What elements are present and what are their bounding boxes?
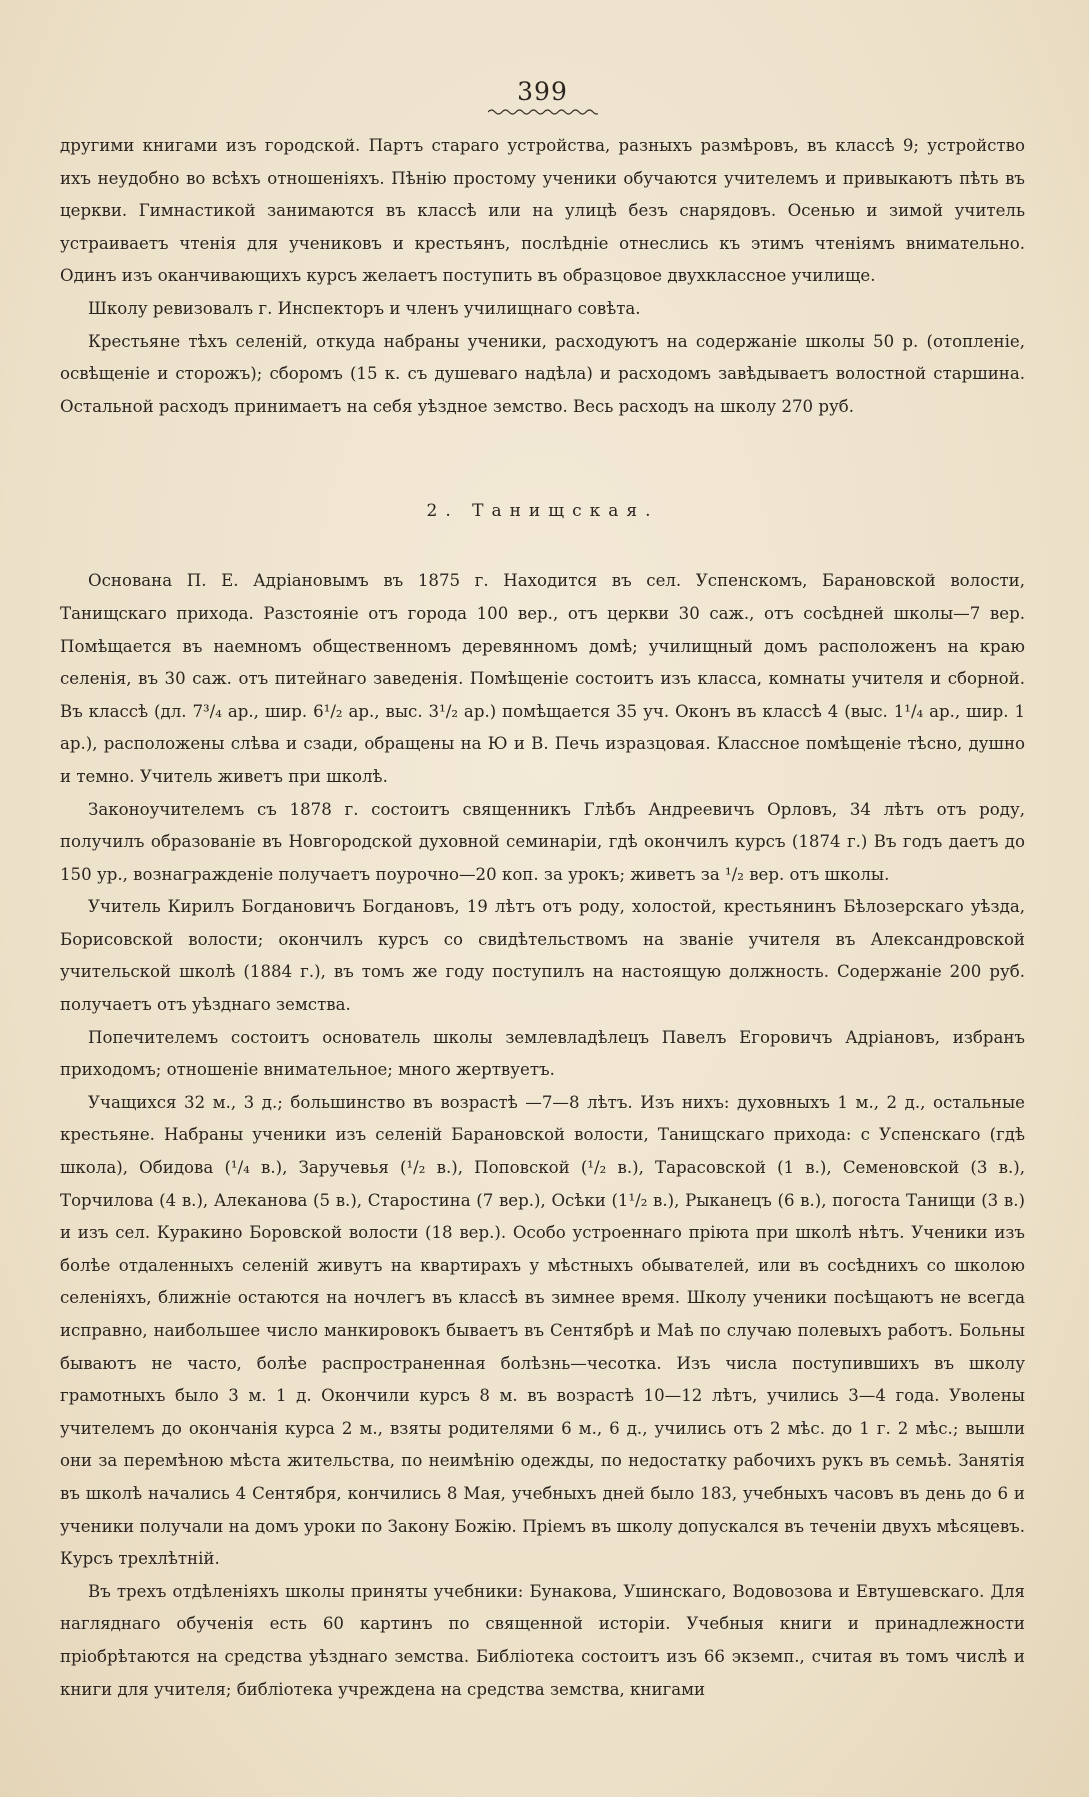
paragraph-continuation: другими книгами изъ городской. Партъ стараго устройства, разныхъ размѣровъ, въ классѣ 9; устройство ихъ неудобно во всѣхъ отношеніяхъ. Пѣнію простому ученики обучаются учителемъ и привыкаютъ пѣть въ церкви. Гимнастикой занимаются въ классѣ или на улицѣ безъ снарядовъ. Осенью и зимой учитель устраиваетъ чтенія для учениковъ и крестьянъ, послѣдніе отнеслись къ этимъ чтеніямъ внимательно. Одинъ изъ оканчивающихъ курсъ желаетъ поступить въ образцовое двухклассное училище. bbox=[60, 136, 1025, 286]
paragraph-inspection: Школу ревизовалъ г. Инспекторъ и членъ училищнаго совѣта. bbox=[88, 298, 641, 318]
wavy-rule-ornament bbox=[488, 108, 598, 116]
paragraph-founding: Основана П. Е. Адріановымъ въ 1875 г. Находится въ сел. Успенскомъ, Барановской волости, Танищскаго прихода. Разстояніе отъ города 100 вер., отъ церкви 30 саж., отъ сосѣдней школы—7 вер. Помѣщается въ наемномъ общественномъ деревянномъ домѣ; училищный домъ расположенъ на краю селенія, въ 30 саж. отъ питейнаго заведенія. Помѣщеніе состоитъ изъ класса, комнаты учителя и сборной. Въ классѣ (дл. 7³/₄ ар., шир. 6¹/₂ ар., выс. 3¹/₂ ар.) помѣщается 35 уч. Оконъ въ классѣ 4 (выс. 1¹/₄ ар., шир. 1 ар.), расположены слѣва и сзади, обращены на Ю и В. Печь изразцовая. Классное помѣщеніе тѣсно, душно и темно. Учитель живетъ при школѣ. bbox=[60, 571, 1025, 786]
paragraph-trustee: Попечителемъ состоитъ основатель школы землевладѣлецъ Павелъ Егоровичъ Адріановъ, избранъ приходомъ; отношеніе внимательное; много жертвуетъ. bbox=[60, 1027, 1025, 1080]
paragraph-law-teacher: Законоучителемъ съ 1878 г. состоитъ священникъ Глѣбъ Андреевичъ Орловъ, 34 лѣтъ отъ роду, получилъ образованіе въ Новгородской духовной семинаріи, гдѣ окончилъ курсъ (1874 г.) Въ годъ даетъ до 150 ур., вознагражденіе получаетъ поурочно—20 коп. за урокъ; живетъ за ¹/₂ вер. отъ школы. bbox=[60, 799, 1025, 884]
body-text bbox=[60, 130, 1025, 1706]
paragraph-teacher: Учитель Кирилъ Богдановичъ Богдановъ, 19 лѣтъ отъ роду, холостой, крестьянинъ Бѣлозерскаго уѣзда, Борисовской волости; окончилъ курсъ со свидѣтельствомъ на званіе учителя въ Александровской учительской школѣ (1884 г.), въ томъ же году поступилъ на настоящую должность. Содержаніе 200 руб. получаетъ отъ уѣзднаго земства. bbox=[60, 897, 1025, 1015]
page-number: 399 bbox=[517, 77, 568, 106]
paragraph-textbooks: Въ трехъ отдѣленіяхъ школы приняты учебники: Бунакова, Ушинскаго, Водовозова и Евтушевскаго. Для нагляднаго обученія есть 60 картинъ по священной исторіи. Учебныя книги и принадлежности пріобрѣтаются на средства уѣзднаго земства. Библіотека состоитъ изъ 66 экземп., считая въ томъ числѣ и книги для учителя; библіотека учреждена на средства земства, книгами bbox=[60, 1581, 1025, 1699]
section-title: 2. Танищская. bbox=[426, 501, 659, 522]
paragraph-expenses: Крестьяне тѣхъ селеній, откуда набраны ученики, расходуютъ на содержаніе школы 50 р. (отопленіе, освѣщеніе и сторожъ); сборомъ (15 к. съ душеваго надѣла) и расходомъ завѣдываетъ волостной старшина. Остальной расходъ принимаетъ на себя уѣздное земство. Весь расходъ на школу 270 руб. bbox=[60, 331, 1025, 416]
paragraph-students: Учащихся 32 м., 3 д.; большинство въ возрастѣ —7—8 лѣтъ. Изъ нихъ: духовныхъ 1 м., 2 д., остальные крестьяне. Набраны ученики изъ селеній Барановской волости, Танищскаго прихода: с Успенскаго (гдѣ школа), Обидова (¹/₄ в.), Заручевья (¹/₂ в.), Поповской (¹/₂ в.), Тарасовской (1 в.), Семеновской (3 в.), Торчилова (4 в.), Алеканова (5 в.), Старостина (7 вер.), Осѣки (1¹/₂ в.), Рыканецъ (6 в.), погоста Танищи (3 в.) и изъ сел. Куракино Боровской волости (18 вер.). Особо устроеннаго пріюта при школѣ нѣтъ. Ученики изъ болѣе отдаленныхъ селеній живутъ на квартирахъ у мѣстныхъ обывателей, или въ сосѣднихъ со школою селеніяхъ, ближніе остаются на ночлегъ въ классѣ въ зимнее время. Школу ученики посѣщаютъ не всегда исправно, наибольшее число манкировокъ бываетъ въ Сентябрѣ и Маѣ по случаю полевыхъ работъ. Больны бываютъ не часто, болѣе распространенная болѣзнь—чесотка. Изъ числа поступившихъ въ школу грамотныхъ было 3 м. 1 д. Окончили курсъ 8 м. въ возрастѣ 10—12 лѣтъ, учились 3—4 года. Уволены учителемъ до окончанія курса 2 м., взяты родителями 6 м., 6 д., учились отъ 2 мѣс. до 1 г. 2 мѣс.; вышли они за перемѣною мѣста жительства, по неимѣнію одежды, по недостатку рабочихъ рукъ въ семьѣ. Занятія въ школѣ начались 4 Сентября, кончились 8 Мая, учебныхъ дней было 183, учебныхъ часовъ въ день до 6 и ученики получали на домъ уроки по Закону Божію. Пріемъ въ школу допускался въ теченіи двухъ мѣсяцевъ. Курсъ трехлѣтній. bbox=[60, 1092, 1025, 1569]
